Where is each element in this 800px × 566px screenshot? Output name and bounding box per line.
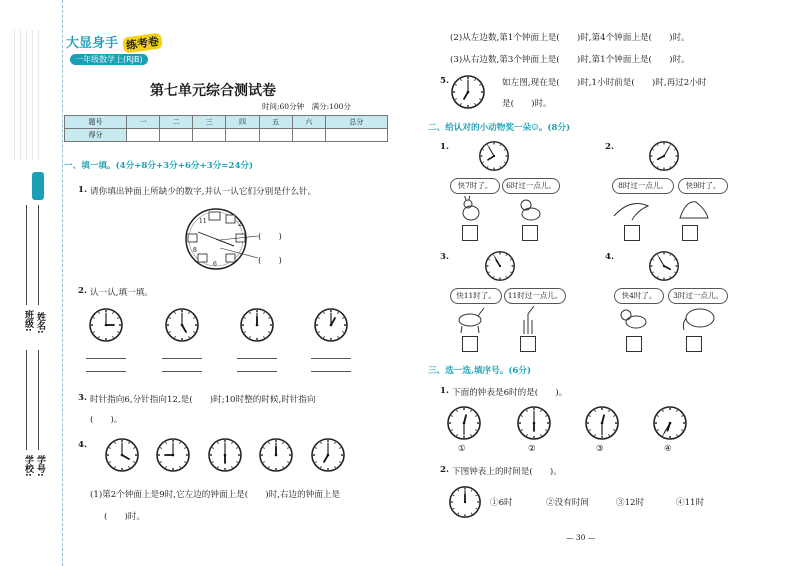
q2-clock-2	[164, 307, 200, 343]
g3-clock	[484, 250, 516, 282]
q4-sub2: (2)从左边数,第1个钟面上是( )时,第4个钟面上是( )时。	[450, 33, 690, 43]
s3-q1-option-4[interactable]: ④	[664, 444, 672, 454]
g4-clock	[648, 250, 680, 282]
s3-q2-clock	[448, 485, 482, 519]
q2-answer-line-3[interactable]	[237, 358, 277, 359]
s3-q1-option-1[interactable]: ①	[458, 444, 466, 454]
s3-q2-option-2[interactable]: ②没有时间	[546, 498, 589, 508]
rabbit-icon	[456, 196, 486, 222]
score-table-header: 四	[226, 116, 259, 129]
q1-text: 请你填出钟面上所缺少的数字,并认一认它们分别是什么针。	[90, 187, 317, 197]
q2-clock-3	[239, 307, 275, 343]
section2-heading: 二、给认对的小动物奖一朵☺。(8分)	[428, 123, 571, 133]
s3-q2-option-1[interactable]: ①6时	[490, 498, 513, 508]
score-cell[interactable]	[325, 129, 387, 142]
class-label: 班级:	[23, 310, 33, 332]
school-label: 学校:	[23, 455, 33, 477]
time-info: 时间:60分钟 满分:100分	[262, 102, 351, 111]
q1-answer-2[interactable]: ( )	[258, 256, 282, 266]
score-cell[interactable]	[259, 129, 292, 142]
s3-q1-clock-3	[584, 405, 620, 441]
s3-q2-text: 下图钟表上的时间是( )。	[452, 467, 562, 477]
grade-line: 一年级数学上(RJB)	[70, 54, 148, 65]
svg-text:6: 6	[213, 261, 217, 268]
score-table-header: 三	[193, 116, 226, 129]
s3-q1-text: 下面的钟表是6时的是( )。	[452, 388, 568, 398]
q4-sub3: (3)从右边数,第3个钟面上是( )时,第1个钟面上是( )时。	[450, 55, 690, 65]
g3-number: 3.	[440, 252, 449, 262]
pointer-lines	[220, 228, 260, 268]
margin-notes	[14, 30, 44, 160]
s3-q2-option-3[interactable]: ③12时	[616, 498, 645, 508]
q2-number: 2.	[78, 286, 87, 296]
giraffe-icon	[514, 304, 542, 336]
score-cell[interactable]	[127, 129, 160, 142]
g1-bubble-2: 6时过一点儿。	[502, 178, 560, 194]
q4-sub1-line-2: ( )时。	[104, 512, 146, 522]
q2-answer-line-2[interactable]	[162, 358, 202, 359]
g3-bubble-2: 11时过一点儿。	[504, 288, 566, 304]
puppy-icon	[516, 196, 546, 222]
s3-q1-clock-4	[652, 405, 688, 441]
g4-bubble-1: 快4时了。	[614, 288, 664, 304]
s3-q1-clock-2	[516, 405, 552, 441]
q4-clock-2	[155, 437, 191, 473]
q2-clock-1	[88, 307, 124, 343]
q2-answer-line-7[interactable]	[237, 371, 277, 372]
q5-clock	[450, 74, 486, 110]
q4-clock-5	[310, 437, 346, 473]
q2-text: 认一认,填一填。	[90, 288, 153, 298]
score-table	[64, 115, 388, 142]
g3-bubble-1: 快11时了。	[450, 288, 502, 304]
page-title: 第七单元综合测试卷	[150, 83, 276, 99]
brand-logo	[66, 32, 162, 51]
g3-answer-box-2[interactable]	[520, 336, 536, 352]
s3-q1-clock-1	[446, 405, 482, 441]
cat-icon	[618, 304, 650, 332]
g1-answer-box-1[interactable]	[462, 225, 478, 241]
score-table-header: 二	[160, 116, 193, 129]
dolphin-icon	[612, 196, 652, 224]
q4-number: 4.	[78, 440, 87, 450]
g4-answer-box-2[interactable]	[686, 336, 702, 352]
section1-heading: 一、填一填。(4分+8分+3分+6分+3分=24分)	[64, 161, 254, 171]
section3-heading: 三、选一选,填序号。(6分)	[428, 366, 532, 376]
id-label: 学号:	[35, 455, 45, 477]
g1-bubble-1: 快7时了。	[450, 178, 500, 194]
q2-clock-4	[313, 307, 349, 343]
seal-icon	[676, 196, 710, 222]
score-table-header: 题号	[65, 116, 127, 129]
brand-name: 大显身手	[66, 36, 119, 51]
g2-bubble-2: 快9时了。	[678, 178, 728, 194]
q3-number: 3.	[78, 393, 87, 403]
name-label: 姓名:	[35, 312, 45, 334]
q2-answer-line-8[interactable]	[311, 371, 351, 372]
s3-q1-option-2[interactable]: ②	[528, 444, 536, 454]
g2-answer-box-1[interactable]	[624, 225, 640, 241]
g4-answer-box-1[interactable]	[626, 336, 642, 352]
svg-text:2: 2	[238, 221, 242, 228]
q4-clock-4	[258, 437, 294, 473]
horse-icon	[452, 304, 488, 334]
g1-answer-box-2[interactable]	[522, 225, 538, 241]
q4-sub1-line-1: (1)第2个钟面上是9时,它左边的钟面上是( )时,右边的钟面上是	[90, 490, 341, 500]
g2-bubble-1: 8时过一点儿。	[612, 178, 674, 194]
score-table-header: 六	[292, 116, 325, 129]
g4-bubble-2: 3时过一点儿。	[668, 288, 728, 304]
score-cell[interactable]	[292, 129, 325, 142]
q4-clock-3	[207, 437, 243, 473]
margin-badge	[32, 172, 44, 200]
q1-answer-1[interactable]: ( )	[258, 232, 282, 242]
g4-number: 4.	[605, 252, 614, 262]
g1-number: 1.	[440, 142, 449, 152]
score-cell[interactable]	[193, 129, 226, 142]
score-table-header: 总分	[325, 116, 387, 129]
class-field[interactable]	[26, 205, 27, 305]
page-number: — 30 —	[566, 533, 596, 542]
q1-number: 1.	[78, 185, 87, 195]
svg-text:11: 11	[199, 218, 207, 225]
q5-line-2: 是( )时。	[502, 99, 552, 109]
q2-answer-line-6[interactable]	[162, 371, 202, 372]
name-field[interactable]	[38, 205, 39, 305]
g2-answer-box-2[interactable]	[682, 225, 698, 241]
s3-q2-number: 2.	[440, 465, 449, 475]
score-cell[interactable]	[160, 129, 193, 142]
school-field[interactable]	[26, 350, 27, 450]
g3-answer-box-1[interactable]	[462, 336, 478, 352]
s3-q1-option-3[interactable]: ③	[596, 444, 604, 454]
s3-q1-number: 1.	[440, 386, 449, 396]
q5-number: 5.	[440, 76, 449, 86]
s3-q2-option-4[interactable]: ④11时	[676, 498, 705, 508]
g2-clock	[648, 140, 680, 172]
q5-line-1: 如左图,现在是( )时,1小时前是( )时,再过2小时	[502, 78, 707, 88]
g2-number: 2.	[605, 142, 614, 152]
q3-line-1: 时针指向6,分针指向12,是( )时;10时整的时候,时针指向	[90, 395, 316, 405]
score-table-header: 一	[127, 116, 160, 129]
brand-sub: 练考卷	[122, 32, 163, 53]
q3-line-2: ( )。	[90, 415, 123, 425]
id-field[interactable]	[38, 350, 39, 450]
q4-clock-1	[104, 437, 140, 473]
q2-answer-line-1[interactable]	[86, 358, 126, 359]
q2-answer-line-5[interactable]	[86, 371, 126, 372]
g1-clock	[478, 140, 510, 172]
score-table-header: 五	[259, 116, 292, 129]
score-cell[interactable]	[226, 129, 259, 142]
elephant-icon	[680, 304, 718, 332]
svg-text:8: 8	[193, 247, 197, 254]
q2-answer-line-4[interactable]	[311, 358, 351, 359]
score-row-label: 得分	[65, 129, 127, 142]
